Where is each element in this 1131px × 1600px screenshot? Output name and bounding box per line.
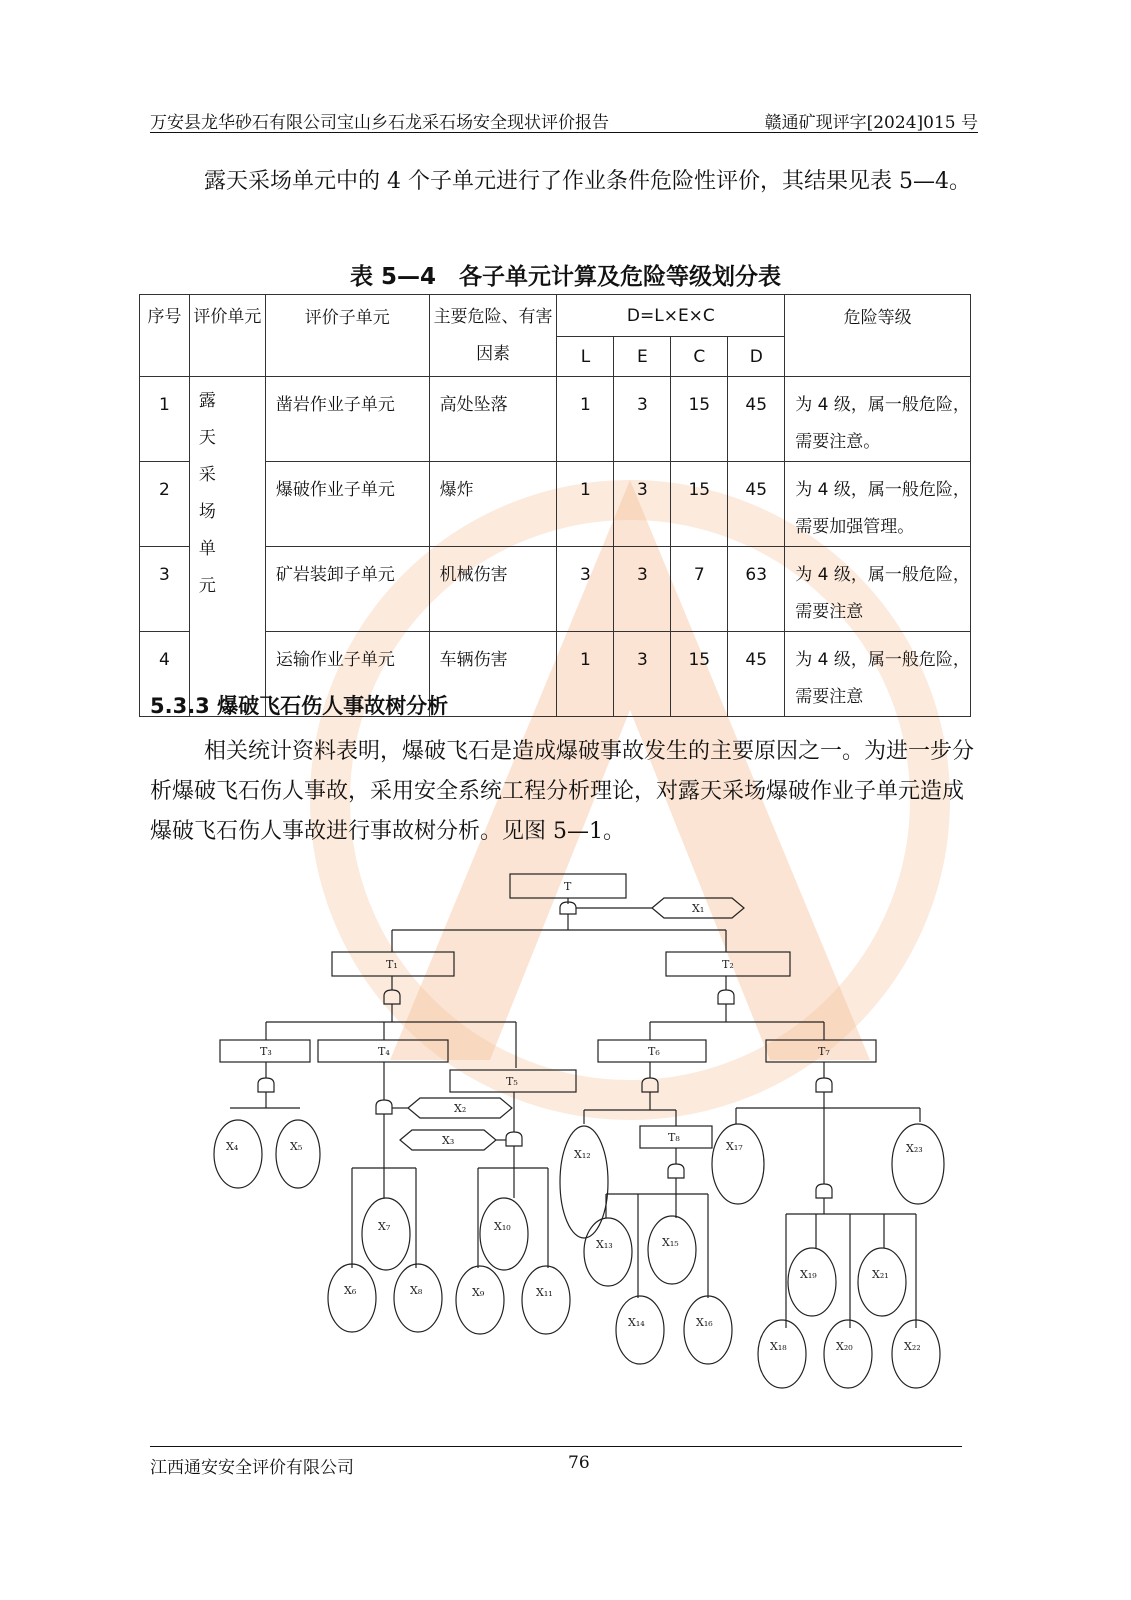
basic-event-X14 [616, 1296, 664, 1364]
row-hazard: 车辆伤害 [429, 632, 557, 717]
svg-text:X₁₇: X₁₇ [726, 1140, 743, 1153]
header-l: L [557, 337, 614, 377]
svg-text:T₆: T₆ [648, 1045, 660, 1058]
svg-text:X₂: X₂ [454, 1102, 467, 1115]
row-level: 为 4 级，属一般危险，需要加强管理。 [785, 462, 971, 547]
row-level: 为 4 级，属一般危险，需要注意。 [785, 377, 971, 462]
table-caption: 表 5—4 各子单元计算及危险等级划分表 [349, 264, 781, 290]
row-seq: 4 [140, 632, 190, 717]
row-e: 3 [614, 632, 671, 717]
footer-company: 江西通安安全评价有限公司 [150, 1458, 354, 1478]
basic-event-X18 [758, 1320, 806, 1388]
header-unit: 评价单元 [189, 295, 265, 377]
row-d: 45 [728, 377, 785, 462]
label-T: T [564, 880, 572, 893]
header-seq: 序号 [140, 295, 190, 377]
svg-text:X₈: X₈ [410, 1284, 423, 1297]
header-e: E [614, 337, 671, 377]
row-level: 为 4 级，属一般危险，需要注意 [785, 547, 971, 632]
svg-text:X₂₀: X₂₀ [836, 1340, 853, 1353]
row-subunit: 矿岩装卸子单元 [265, 547, 429, 632]
svg-text:X₁₉: X₁₉ [800, 1268, 817, 1281]
basic-event-X10 [480, 1198, 528, 1270]
row-d: 45 [728, 632, 785, 717]
row-e: 3 [614, 462, 671, 547]
header-formula: D=L×E×C [557, 295, 785, 337]
basic-event-X17 [712, 1124, 764, 1204]
row-e: 3 [614, 377, 671, 462]
row-seq: 2 [140, 462, 190, 547]
basic-event-X9 [456, 1266, 504, 1334]
svg-text:X₂₁: X₂₁ [872, 1268, 889, 1281]
svg-text:X₁₄: X₁₄ [628, 1316, 645, 1329]
svg-text:X₁₀: X₁₀ [494, 1220, 511, 1233]
basic-event-X19 [788, 1248, 836, 1316]
svg-text:T₂: T₂ [722, 958, 734, 971]
row-l: 1 [557, 632, 614, 717]
row-e: 3 [614, 547, 671, 632]
svg-text:X₄: X₄ [226, 1140, 239, 1153]
row-subunit: 爆破作业子单元 [265, 462, 429, 547]
row-hazard: 高处坠落 [429, 377, 557, 462]
row-d: 63 [728, 547, 785, 632]
header-report-title: 万安县龙华砂石有限公司宝山乡石龙采石场安全现状评价报告 [150, 113, 609, 133]
risk-table [139, 294, 971, 717]
svg-text:X₃: X₃ [442, 1134, 455, 1147]
header-report-number: 赣通矿现评字[2024]015 号 [764, 113, 978, 133]
svg-text:T₇: T₇ [818, 1045, 830, 1058]
row-l: 3 [557, 547, 614, 632]
row-subunit: 凿岩作业子单元 [265, 377, 429, 462]
svg-text:X₇: X₇ [378, 1220, 391, 1233]
svg-text:X₁₈: X₁₈ [770, 1340, 787, 1353]
row-subunit: 运输作业子单元 [265, 632, 429, 717]
svg-text:T₄: T₄ [378, 1045, 390, 1058]
intro-paragraph: 露天采场单元中的 4 个子单元进行了作业条件危险性评价，其结果见表 5—4。 [204, 169, 971, 194]
header-d: D [728, 337, 785, 377]
basic-event-X5 [276, 1120, 320, 1188]
basic-event-X13 [584, 1218, 632, 1286]
header-c: C [671, 337, 728, 377]
row-l: 1 [557, 377, 614, 462]
svg-text:T₈: T₈ [668, 1131, 680, 1144]
basic-event-X11 [522, 1266, 570, 1334]
header-level: 危险等级 [785, 295, 971, 377]
basic-event-X12 [560, 1126, 608, 1238]
page-number: 76 [568, 1453, 590, 1473]
fault-tree-diagram [160, 868, 960, 1408]
row-seq: 3 [140, 547, 190, 632]
svg-text:X₆: X₆ [344, 1284, 357, 1297]
row-c: 15 [671, 632, 728, 717]
basic-event-X20 [824, 1320, 872, 1388]
row-c: 15 [671, 462, 728, 547]
svg-text:X₅: X₅ [290, 1140, 303, 1153]
svg-text:X₁: X₁ [692, 902, 705, 915]
svg-text:T₃: T₃ [260, 1045, 272, 1058]
svg-text:X₂₃: X₂₃ [906, 1142, 923, 1155]
unit-name: 露天采场单元 [189, 377, 265, 717]
svg-text:X₂₂: X₂₂ [904, 1340, 921, 1353]
basic-event-X16 [684, 1296, 732, 1364]
basic-event-X15 [648, 1216, 696, 1284]
page-footer [150, 1446, 962, 1478]
row-level: 为 4 级，属一般危险，需要注意 [785, 632, 971, 717]
page-header [150, 104, 978, 133]
basic-event-X8 [394, 1264, 442, 1332]
svg-text:X₁₆: X₁₆ [696, 1316, 713, 1329]
section-heading: 5.3.3 爆破飞石伤人事故树分析 [150, 694, 449, 718]
basic-event-X6 [328, 1264, 376, 1332]
svg-text:T₁: T₁ [386, 958, 398, 971]
row-c: 7 [671, 547, 728, 632]
basic-event-X4 [214, 1120, 262, 1188]
header-hazard: 主要危险、有害因素 [429, 295, 557, 377]
svg-text:X₁₂: X₁₂ [574, 1148, 591, 1161]
row-hazard: 爆炸 [429, 462, 557, 547]
svg-text:X₁₅: X₁₅ [662, 1236, 679, 1249]
basic-event-X7 [362, 1198, 410, 1270]
row-d: 45 [728, 462, 785, 547]
row-l: 1 [557, 462, 614, 547]
basic-event-X21 [858, 1248, 906, 1316]
svg-text:X₁₁: X₁₁ [536, 1286, 553, 1299]
table-row [140, 377, 971, 462]
basic-event-X22 [892, 1320, 940, 1388]
svg-text:X₉: X₉ [472, 1286, 485, 1299]
basic-event-X23 [892, 1124, 944, 1204]
row-hazard: 机械伤害 [429, 547, 557, 632]
header-subunit: 评价子单元 [265, 295, 429, 377]
svg-text:T₅: T₅ [506, 1075, 518, 1088]
body-paragraph: 相关统计资料表明，爆破飞石是造成爆破事故发生的主要原因之一。为进一步分析爆破飞石伤人事故，采用安全系统工程分析理论，对露天采场爆破作业子单元造成爆破飞石伤人事故进行事故树分析。见图 5—1。 [150, 739, 975, 844]
row-seq: 1 [140, 377, 190, 462]
row-c: 15 [671, 377, 728, 462]
svg-text:X₁₃: X₁₃ [596, 1238, 613, 1251]
